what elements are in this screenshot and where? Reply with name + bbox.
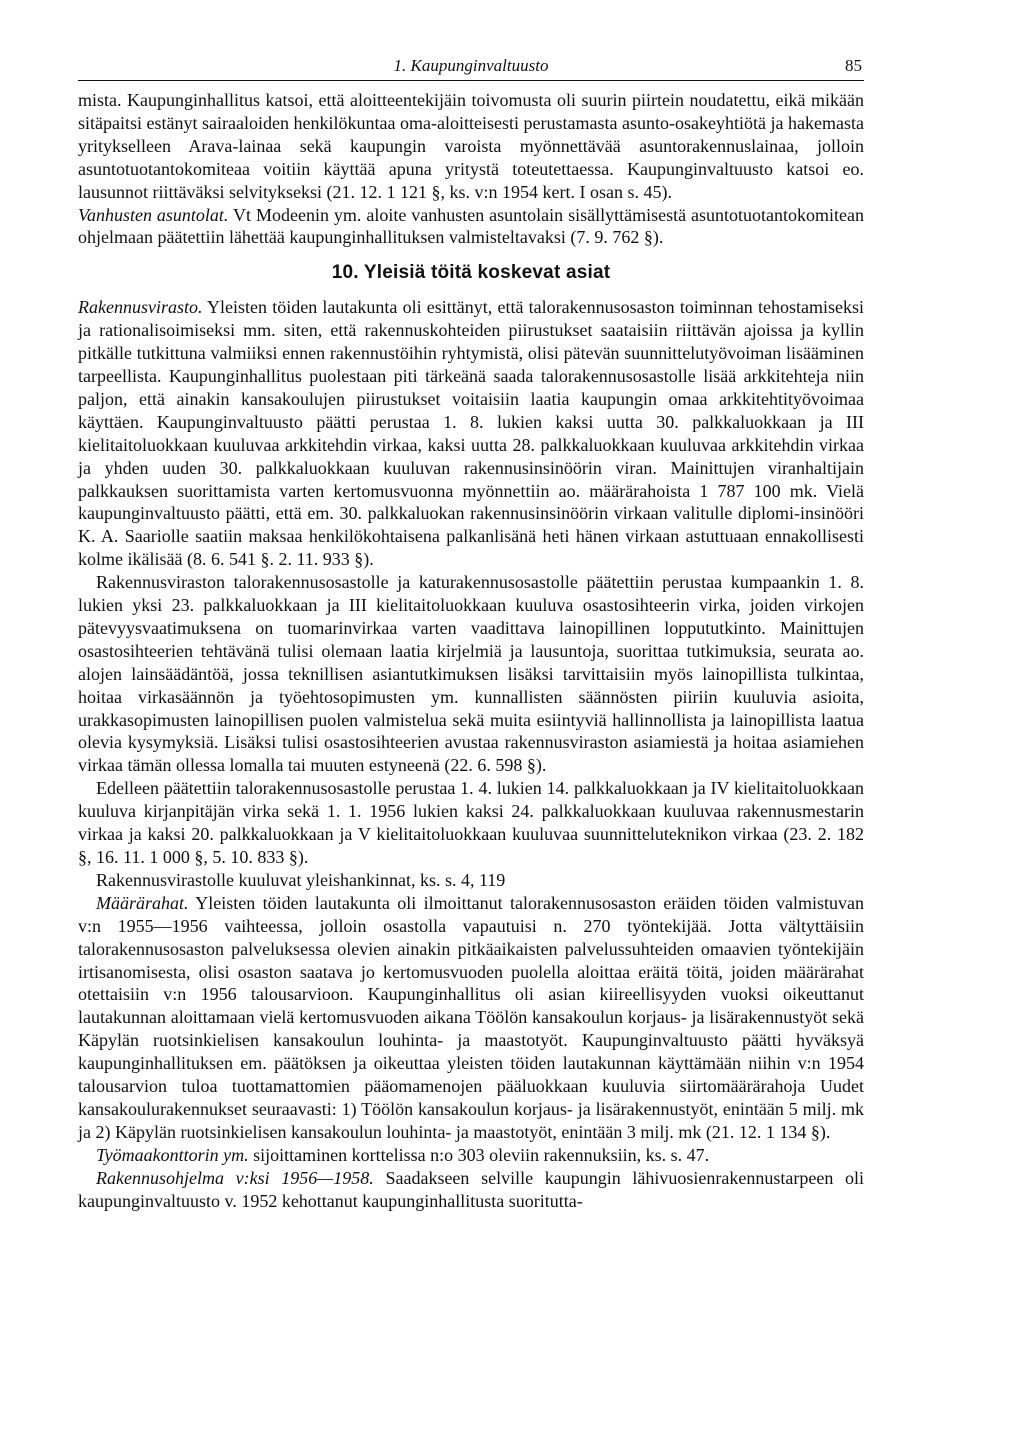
paragraph-text: Yleisten töiden lautakunta oli esittänyt, että talorakennusosaston toiminnan tehostamiseksi ja rationalisoimiseksi mm. siten, että rakennuskohteiden piirustukset saataisiin riittävän ajoissa ja kyllin pitkälle tutkittuna valmiiksi ennen rakennustöihin ryhtymistä, olisi pätevän suunnittelutyövoiman lisääminen tarpeellista. Kaupunginhallitus puolestaan piti tärkeänä saada talorakennusosastolle lisää arkkitehteja niin paljon, että ainakin kansakoulujen piirustukset voitaisiin laatia kaupungin omaa arkkitehtityövoimaa käyttäen. Kaupunginvaltuusto päätti perustaa 1. 8. lukien kaksi uutta 30. palkkaluokkaan ja III kielitaitoluokkaan kuuluvaa arkkitehdin virkaa, kaksi uutta 28. palkkaluokkaan kuuluvaa arkkitehdin virkaa ja yhden uuden 30. palkkaluokkaan kuuluvan rakennusinsinöörin viran. Mainittujen viranhaltijain palkkauksen suorittamista varten kertomusvuonna myönnettiin ao. määrärahoista 1 787 100 mk. Vielä kaupunginvaltuusto päätti, että em. 30. palkkaluokan rakennusinsinöörin virkaan valitulle diplomi-insinööri K. A. Saariolle saatiin maksaa henkilökohtaisena palkanlisänä heti hänen virkaan astuttuaan ennakollisesti kolme ikälisää (8. 6. 541 §. 2. 11. 933 §). bbox=[78, 297, 864, 570]
paragraph-lead: Rakennusvirasto. bbox=[78, 297, 203, 318]
paragraph-text: sijoittaminen korttelissa n:o 303 oleviin rakennuksiin, ks. s. 47. bbox=[248, 1144, 710, 1165]
paragraph bbox=[78, 892, 864, 1144]
paragraph-text: mista. Kaupunginhallitus katsoi, että aloitteentekijäin toivomusta oli suurin piirtein noudatettu, eikä mikään sitäpaitsi estänyt sairaaloiden henkilökuntaa oma-aloitteisesti perustamasta asunto-osakeyhtiötä ja hakemasta yritykselleen Arava-lainaa sekä kaupungin varoista myönnettävää asuntorakennuslainaa, jolloin asuntotuotantokomiteaa voitiin käyttää apuna yritystä toteutettaessa. Kaupunginvaltuusto katsoi eo. lausunnot riittäväksi selvitykseksi (21. 12. 1 121 §, ks. v:n 1954 kert. I osan s. 45). bbox=[78, 90, 864, 202]
paragraph-text: Yleisten töiden lautakunta oli ilmoittanut talorakennusosaston eräiden töiden valmistuvan v:n 1955—1956 vaihteessa, jolloin osastolla vapautuisi n. 270 työntekijää. Jotta vältyttäisiin talorakennusosaston palveluksessa olevien ainakin pitkäaikaisten palvelussuhteiden omaavien työntekijäin irtisanomisesta, olisi osaston saatava jo kertomusvuoden puolella aloittaa eräitä töitä, joiden määrärahat otettaisiin v:n 1956 talousarvioon. Kaupunginhallitus oli asian kiireellisyyden vuoksi oikeuttanut lautakunnan aloittamaan vielä kertomusvuoden aikana Töölön kansakoulun korjaus- ja lisärakennustyöt sekä Käpylän ruotsinkielisen kansakoulun louhinta- ja maastotyöt. Kaupunginvaltuusto päätti hyväksyä kaupunginhallituksen em. päätöksen ja oikeuttaa yleisten töiden lautakunnan käyttämään niihin v:n 1954 talousarvion tuloa tuottamattomien pääomamenojen pääluokkaan kuuluvia siirtomäärärahoja Uudet kansakoulurakennukset seuraavasti: 1) Töölön kansakoulun korjaus- ja lisärakennustyöt, enintään 5 milj. mk ja 2) Käpylän ruotsinkielisen kansakoulun louhinta- ja maastotyöt, enintään 3 milj. mk (21. 12. 1 134 §). bbox=[78, 892, 864, 1142]
paragraph-lead: Työmaakonttorin ym. bbox=[96, 1144, 249, 1165]
paragraph-text: Saadakseen selville kaupungin lähivuosienrakennustarpeen oli kaupunginvaltuusto v. 1952 kehottanut kaupunginhallitusta suoritutta- bbox=[78, 1167, 865, 1211]
paragraph-text: Vt Modeenin ym. aloite vanhusten asuntolain sisällyttämisestä asuntotuotantokomitean ohjelmaan päätettiin lähettää kaupunginhallituksen valmisteltavaksi (7. 9. 762 §). bbox=[78, 204, 864, 248]
page-number: 85 bbox=[845, 56, 862, 75]
paragraph bbox=[78, 89, 864, 204]
paragraph bbox=[78, 869, 864, 892]
paragraph-text: Edelleen päätettiin talorakennusosastolle perustaa 1. 4. lukien 14. palkkaluokkaan ja IV kielitaitoluokkaan kuuluva kirjanpitäjän virka sekä 1. 1. 1956 lukien kaksi 24. palkkaluokkaan kuuluvaa rakennusmestarin virkaa ja kaksi 20. palkkaluokkaan ja V kielitaitoluokkaan kuuluvaa suunnitteluteknikon virkaa (23. 2. 182 §, 16. 11. 1 000 §, 5. 10. 833 §). bbox=[78, 778, 864, 867]
paragraph bbox=[78, 571, 864, 777]
section-heading: 10. Yleisiä töitä koskevat asiat bbox=[331, 262, 611, 284]
paragraph bbox=[78, 777, 864, 869]
paragraph bbox=[78, 1167, 864, 1213]
paragraph-lead: Rakennusohjelma v:ksi 1956—1958. bbox=[96, 1167, 374, 1188]
paragraph-text: Rakennusviraston talorakennusosastolle ja katurakennusosastolle päätettiin perustaa kumpaankin 1. 8. lukien yksi 23. palkkaluokkaan ja III kielitaitoluokkaan kuuluva osastosihteerin virka, joiden virkojen pätevyysvaatimuksena on tuomarinvirkaa varten vaadittava lainopillinen loppututkinto. Mainittujen osastosihteerien tehtävänä tulisi olemaan laatia kirjelmiä ja lausuntoja, suorittaa tutkimuksia, seurata ao. alojen lainsäädäntöä, jossa teknillisen asiantutkimuksen lisäksi tarvittaisiin myös lainopillista tulkintaa, hoitaa virkasäännön ja työehtosopimusten ym. kunnallisten säännösten piiriin kuuluvia asioita, urakkasopimusten lainopillisen puolen valmistelua sekä muita esiintyviä hallinnollista ja lainopillista laatua olevia kysymyksiä. Lisäksi tulisi osastosihteerien avustaa rakennusviraston asiamiestä ja hoitaa asiamiehen virkaa tämän ollessa lomalla tai muuten estyneenä (22. 6. 598 §). bbox=[78, 572, 864, 776]
running-title: 1. Kaupunginvaltuusto bbox=[393, 56, 549, 75]
paragraph-text: Rakennusvirastolle kuuluvat yleishankinnat, ks. s. 4, 119 bbox=[96, 869, 506, 890]
paragraph bbox=[78, 204, 864, 250]
paragraph bbox=[78, 1144, 864, 1167]
paragraph-lead: Vanhusten asuntolat. bbox=[78, 204, 229, 225]
running-header bbox=[78, 54, 864, 81]
body-text bbox=[78, 89, 864, 1213]
paragraph bbox=[78, 296, 864, 571]
paragraph-lead: Määrärahat. bbox=[96, 892, 189, 913]
